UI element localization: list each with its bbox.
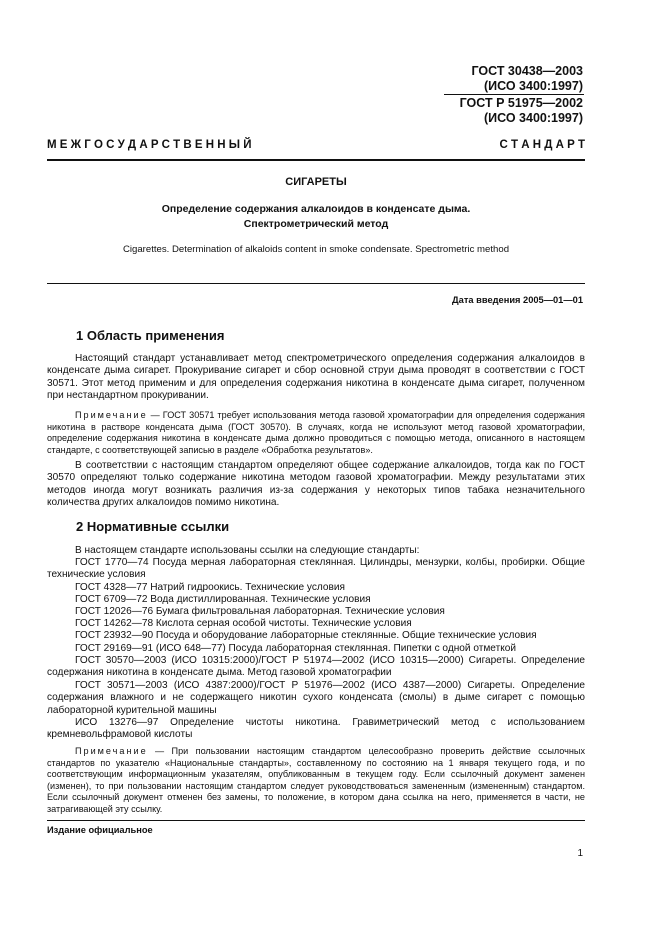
note [47, 410, 585, 456]
reference-item: ГОСТ 6709—72 Вода дистиллированная. Технические условия [75, 594, 371, 605]
english-title: Cigarettes. Determination of alkaloids content in smoke condensate. Spectrometric method [122, 244, 510, 255]
reference-item: ГОСТ 4328—77 Натрий гидроокись. Технические условия [75, 582, 345, 593]
standard-banner [47, 139, 585, 151]
note-label: Примечание [75, 746, 148, 756]
effective-date: Дата введения 2005—01—01 [452, 295, 583, 305]
note-text: — При пользовании настоящим стандартом целесообразно проверить действие ссылочных стандартов по указателю «Национальные стандарты», составленному по состоянию на 1 января текущего года, и по соответствующим информационным указателям, опубликованным в текущем году. Если ссылочный документ заменен (изменен), то при пользовании настоящим стандартом следует руководствоваться замененным (измененным) стандартом. Если ссылочный документ отменен без замены, то положение, в котором дана ссылка на него, применяется в части, не затрагивающей эту ссылку. [47, 746, 585, 814]
reference-item: ГОСТ 29169—91 (ИСО 648—77) Посуда лабораторная стеклянная. Пипетки с одной отметкой [75, 643, 516, 654]
reference-item: ГОСТ 12026—76 Бумага фильтровальная лабораторная. Технические условия [75, 606, 445, 617]
banner-left: М Е Ж Г О С У Д А Р С Т В Е Н Н Ы Й [47, 139, 252, 151]
reference-item: ГОСТ 14262—78 Кислота серная особой чистоты. Технические условия [75, 618, 412, 629]
footer-rule [47, 820, 585, 821]
title-rule [47, 283, 585, 284]
standard-code: ГОСТ Р 51975—2002 [459, 96, 583, 110]
note-text: — ГОСТ 30571 требует использования метода газовой хроматографии для определения содержания никотина в растворе конденсата дыма (ГОСТ 30570). В случаях, когда не используют метод газовой хроматографии, определение содержания никотина в конденсате дыма должно проводиться с помощью метода, описанного в настоящем стандарте, с соответствующей записью в разделе «Обработка результатов». [47, 410, 585, 455]
section-heading: 1 Область применения [76, 328, 225, 343]
reference-item: ГОСТ 30571—2003 (ИСО 4387:2000)/ГОСТ Р 51976—2002 (ИСО 4387—2000) Сигареты. Определение содержания влажного и не содержащего никотин сухого конденсата (смолы) в дыме сигарет с помощью лабораторной курительной машины [47, 680, 585, 716]
banner-right: С Т А Н Д А Р Т [499, 139, 585, 151]
document-title: СИГАРЕТЫ [285, 176, 347, 188]
note [47, 746, 585, 816]
iso-code: (ИСО 3400:1997) [484, 111, 583, 125]
document-subtitle-line1: Определение содержания алкалоидов в конденсате дыма. [161, 203, 471, 215]
paragraph: В соответствии с настоящим стандартом определяют общее содержание алкалоидов, тогда как по ГОСТ 30570 определяют только содержание никотина методом газовой хроматографии. Между результатами этих методов иногда могут возникать различия из-за содержания у некоторых типов табака незначительного количества других алкалоидов помимо никотина. [47, 460, 585, 509]
reference-item: ГОСТ 23932—90 Посуда и оборудование лабораторные стеклянные. Общие технические условия [75, 630, 537, 641]
section-heading: 2 Нормативные ссылки [76, 519, 230, 534]
reference-item: ГОСТ 1770—74 Посуда мерная лабораторная стеклянная. Цилиндры, мензурки, колбы, пробирки. Общие технические условия [47, 557, 585, 581]
header-divider [444, 94, 584, 95]
standard-code-block-1 [471, 64, 583, 94]
paragraph: Настоящий стандарт устанавливает метод спектрометрического определения содержания алкалоидов в конденсате дыма сигарет. Прокуривание сигарет и сбор основной струи дыма проводят в соответствии с ГОСТ 30571. Этот метод применим и для определения содержания никотина в конденсате дыма сигарет, полученном при нестандартном прокуривании. [47, 353, 585, 402]
note-label: Примечание [75, 410, 148, 420]
banner-rule [47, 159, 585, 161]
document-subtitle-line2: Спектрометрический метод [243, 218, 389, 230]
iso-code: (ИСО 3400:1997) [484, 79, 583, 93]
paragraph: В настоящем стандарте использованы ссылки на следующие стандарты: [75, 545, 420, 556]
page-number: 1 [577, 848, 583, 859]
standard-code-block-2 [460, 96, 583, 126]
reference-item: ГОСТ 30570—2003 (ИСО 10315:2000)/ГОСТ Р 51974—2002 (ИСО 10315—2000) Сигареты. Определение содержания никотина в конденсате дыма. Метод газовой хроматографии [47, 655, 585, 679]
reference-item: ИСО 13276—97 Определение чистоты никотина. Гравиметрический метод с использованием кремневольфрамовой кислоты [47, 717, 585, 741]
edition-label: Издание официальное [47, 825, 153, 835]
standard-code: ГОСТ 30438—2003 [471, 64, 583, 78]
